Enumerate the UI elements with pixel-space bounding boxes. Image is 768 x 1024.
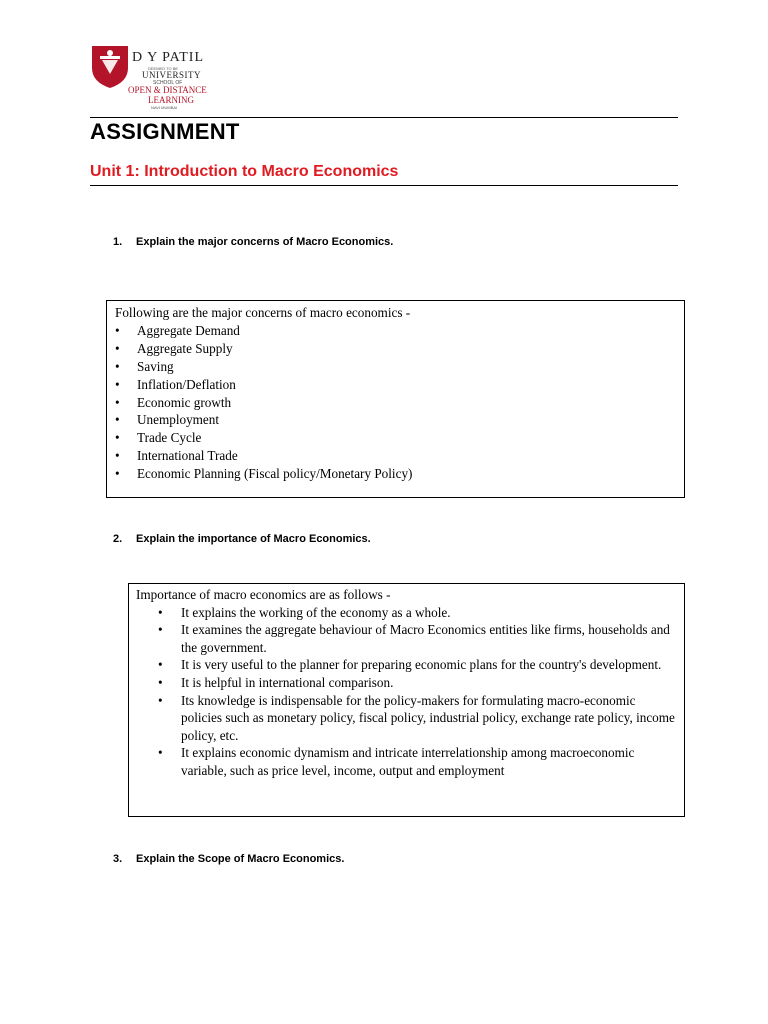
list-item bbox=[115, 447, 676, 465]
bullet-icon: • bbox=[115, 358, 120, 374]
bullet-icon: • bbox=[115, 430, 120, 446]
list-item bbox=[115, 322, 676, 340]
logo-university: UNIVERSITY bbox=[142, 70, 201, 80]
bullet-icon: • bbox=[158, 692, 163, 708]
question-number: 3. bbox=[113, 853, 123, 865]
list-item-text: Trade Cycle bbox=[137, 430, 202, 446]
logo-location: NAVI MUMBAI bbox=[151, 105, 178, 110]
bullet-icon: • bbox=[158, 674, 163, 690]
bullet-icon: • bbox=[115, 412, 120, 428]
list-item bbox=[136, 656, 677, 674]
page-title: ASSIGNMENT bbox=[90, 119, 240, 144]
list-item-text: Economic Planning (Fiscal policy/Monetary Policy) bbox=[137, 466, 413, 482]
bullet-icon: • bbox=[115, 394, 120, 410]
list-item-text: It explains the working of the economy as a whole. bbox=[181, 604, 451, 620]
list-item-text: Aggregate Supply bbox=[137, 340, 233, 356]
list-item-text: International Trade bbox=[137, 448, 238, 464]
list-item bbox=[115, 411, 676, 429]
bullet-icon: • bbox=[115, 466, 120, 482]
list-item-text: It is very useful to the planner for preparing economic plans for the country's development. bbox=[181, 657, 662, 673]
answer-intro: Following are the major concerns of macro economics - bbox=[115, 305, 411, 320]
list-item bbox=[136, 744, 677, 779]
list-item bbox=[115, 429, 676, 447]
list-item-text: Aggregate Demand bbox=[137, 322, 240, 338]
list-item bbox=[115, 465, 676, 483]
list-item bbox=[115, 358, 676, 376]
question-text: Explain the importance of Macro Economics. bbox=[136, 533, 371, 545]
header-rule-top bbox=[90, 117, 678, 118]
list-item bbox=[136, 604, 677, 622]
bullet-icon: • bbox=[115, 322, 120, 338]
question-number: 1. bbox=[113, 236, 123, 248]
logo-school-of: SCHOOL OF bbox=[153, 80, 183, 86]
list-item bbox=[115, 394, 676, 412]
list-item-text: Its knowledge is indispensable for the policy-makers for formulating macro-economic policies such as monetary policy, fiscal policy, industrial policy, exchange rate policy, income policy, etc. bbox=[181, 692, 675, 743]
list-item-text: Economic growth bbox=[137, 394, 232, 410]
logo-tagline: DEEMED TO BE bbox=[148, 66, 179, 71]
shield-emblem-icon bbox=[90, 44, 130, 90]
list-item bbox=[115, 376, 676, 394]
list-item-text: Saving bbox=[137, 358, 174, 374]
question-text: Explain the Scope of Macro Economics. bbox=[136, 853, 345, 865]
list-item-text: Inflation/Deflation bbox=[137, 376, 236, 392]
list-item bbox=[136, 692, 677, 745]
answer-bullet-list bbox=[136, 604, 677, 780]
list-item-text: Unemployment bbox=[137, 412, 220, 428]
question-text: Explain the major concerns of Macro Economics. bbox=[136, 236, 394, 248]
answer-box-2 bbox=[128, 583, 685, 817]
list-item bbox=[115, 340, 676, 358]
list-item bbox=[136, 674, 677, 692]
bullet-icon: • bbox=[158, 604, 163, 620]
list-item-text: It explains economic dynamism and intricate interrelationship among macroeconomic variable, such as price level, income, output and employment bbox=[181, 745, 635, 778]
answer-box-1 bbox=[106, 300, 685, 498]
unit-heading: Unit 1: Introduction to Macro Economics bbox=[90, 163, 399, 180]
university-logo bbox=[90, 44, 220, 110]
bullet-icon: • bbox=[158, 657, 163, 673]
logo-school-line-2: LEARNING bbox=[148, 95, 194, 105]
answer-bullet-list bbox=[115, 322, 676, 483]
bullet-icon: • bbox=[115, 376, 120, 392]
list-item bbox=[136, 621, 677, 656]
question-number: 2. bbox=[113, 533, 123, 545]
bullet-icon: • bbox=[115, 448, 120, 464]
bullet-icon: • bbox=[115, 340, 120, 356]
logo-name: D Y PATIL bbox=[132, 50, 205, 65]
logo-school-line-1: OPEN & DISTANCE bbox=[128, 85, 207, 95]
list-item-text: It examines the aggregate behaviour of Macro Economics entities like firms, households and the government. bbox=[181, 622, 670, 655]
list-item-text: It is helpful in international comparison. bbox=[181, 674, 394, 690]
header-rule-bottom bbox=[90, 185, 678, 186]
answer-intro: Importance of macro economics are as follows - bbox=[136, 587, 391, 602]
bullet-icon: • bbox=[158, 622, 163, 638]
bullet-icon: • bbox=[158, 745, 163, 761]
